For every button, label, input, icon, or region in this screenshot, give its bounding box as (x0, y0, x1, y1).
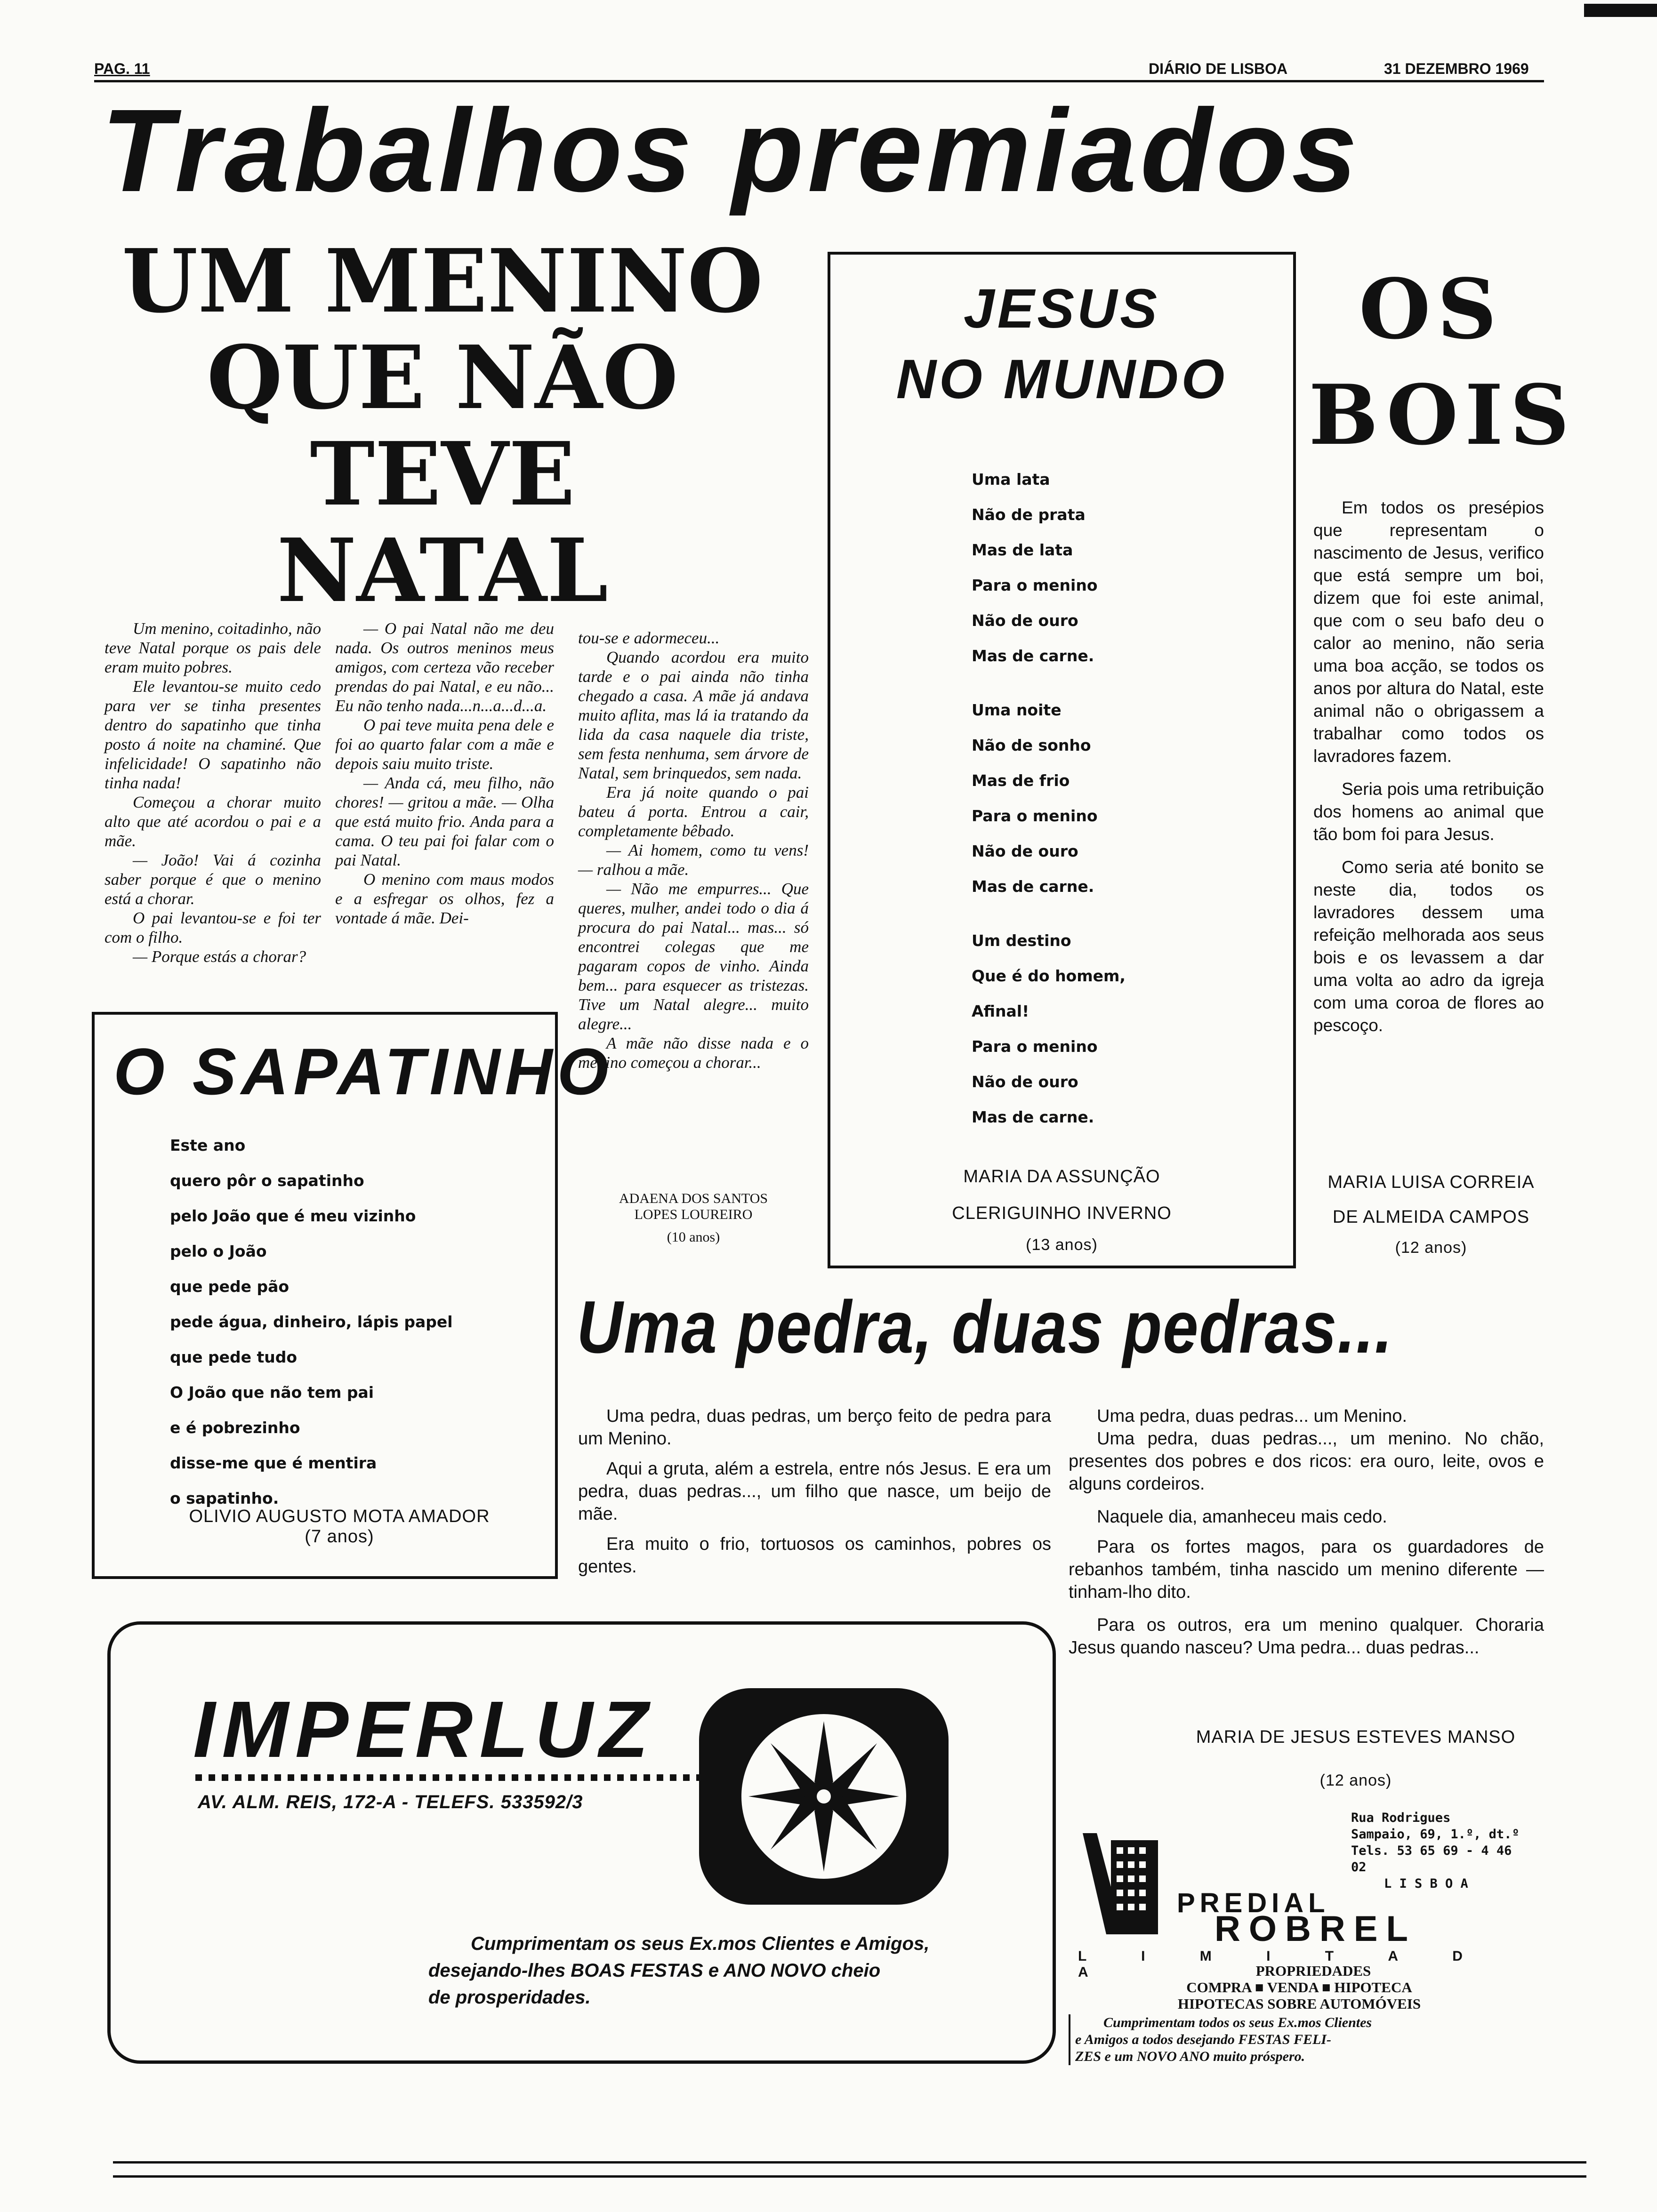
services-line: PROPRIEDADES (1255, 1963, 1371, 1979)
predial-services (1087, 1963, 1511, 2012)
menino-title-line: UM MENINO (121, 230, 764, 332)
paragraph: Como seria até bonito se neste dia, todos os lavradores dessem uma refeição melhorada aos seus bois e os levassem a dar uma volta ao adro da igreja com uma coroa de flores ao pescoço. (1313, 858, 1544, 1035)
paragraph: — Ai homem, como tu vens! — ralhou a mãe. (578, 841, 809, 879)
poem-line: Mas de carne. (972, 877, 1094, 896)
imperluz-brand: IMPERLUZ (193, 1685, 655, 1774)
issue-date: 31 DEZEMBRO 1969 (1384, 60, 1529, 77)
paragraph: tou-se e adormeceu... (578, 629, 720, 647)
paragraph: O pai teve muita pena dele e foi ao quarto falar com a mãe e depois saiu muito triste. (335, 716, 554, 773)
poem-line: Afinal! (972, 1002, 1030, 1020)
menino-title-line: QUE NÃO TEVE (207, 326, 678, 525)
poem-line: pelo João que é meu vizinho (170, 1207, 416, 1225)
corner-bar (1584, 4, 1657, 17)
predial-ad (1069, 1807, 1520, 2071)
poem-line: Para o menino (972, 576, 1098, 594)
paragraph: — João! Vai á cozinha saber porque é que o menino está a chorar. (105, 851, 321, 908)
paragraph: Seria pois uma retribuição dos homens ao animal que tão bom foi para Jesus. (1313, 779, 1544, 844)
poem-line: Para o menino (972, 1037, 1098, 1056)
menino-title-line: NATAL (277, 519, 608, 622)
poem-line: Não de ouro (972, 611, 1078, 630)
author-line: MARIA LUISA CORREIA (1327, 1172, 1535, 1192)
jesus-age: (13 anos) (1026, 1236, 1098, 1254)
author-age: (10 anos) (667, 1229, 720, 1245)
imperluz-message (428, 1931, 929, 2011)
poem-line: Não de sonho (972, 736, 1091, 754)
page-number: PAG. 11 (94, 60, 150, 77)
jesus-title-line: NO MUNDO (896, 348, 1228, 410)
predial-message (1069, 2014, 1466, 2065)
poem-line: Um destino (972, 931, 1071, 950)
author-line: OLIVIO AUGUSTO MOTA AMADOR (189, 1507, 490, 1526)
poem-line: quero pôr o sapatinho (170, 1171, 364, 1190)
imperluz-ad (107, 1621, 1056, 2064)
paragraph: O menino com maus modos e a esfregar os olhos, fez a vontade á mãe. Dei- (335, 870, 554, 927)
message-line: desejando-lhes BOAS FESTAS e ANO NOVO cheio (428, 1960, 881, 1981)
bottom-rule (113, 2175, 1586, 2178)
jesus-author (830, 1158, 1293, 1232)
newspaper-name: DIÁRIO DE LISBOA (1149, 60, 1288, 77)
star-emblem-icon (699, 1688, 949, 1905)
jesus-title-line: JESUS (964, 278, 1160, 340)
poem-line: pelo o João (170, 1242, 267, 1260)
poem-line: disse-me que é mentira (170, 1454, 377, 1472)
poem-line: O João que não tem pai (170, 1383, 374, 1402)
message-line: e Amigos a todos desejando FESTAS FELI- (1075, 2032, 1331, 2047)
address-line: Tels. 53 65 69 - 4 46 02 (1351, 1843, 1512, 1875)
poem-line: Não de ouro (972, 842, 1078, 860)
stanza-gap (972, 673, 1126, 692)
predial-brand-main: ROBREL (1215, 1909, 1416, 1949)
bois-title-line: BOIS (1309, 367, 1576, 464)
poem-line: que pede tudo (170, 1348, 298, 1366)
pedras-column-1 (578, 1405, 1051, 1578)
poem-line: Que é do homem, (972, 967, 1126, 985)
pedras-title: Uma pedra, duas pedras... (577, 1286, 1393, 1369)
main-title: Trabalhos premiados (101, 85, 1361, 216)
poem-line: Não de ouro (972, 1073, 1078, 1091)
poem-line: o sapatinho. (170, 1489, 279, 1507)
imperluz-address: AV. ALM. REIS, 172-A - TELEFS. 533592/3 (198, 1792, 583, 1812)
paragraph: Em todos os presépios que representam o nascimento de Jesus, verifico que está sempre um boi, dizem que foi este animal, que com o seu bafo deu o calor ao menino, não seria uma boa acção, se todos os anos por altura do Natal, este animal não o obrigassem a trabalhar como todos os lavradores fazem. (1313, 498, 1544, 766)
poem-line: e é pobrezinho (170, 1419, 300, 1437)
poem-line: pede água, dinheiro, lápis papel (170, 1313, 453, 1331)
paragraph: Para os outros, era um menino qualquer. Choraria Jesus quando nasceu? Uma pedra... duas pedras... (1069, 1615, 1544, 1658)
poem-line: Este ano (170, 1136, 246, 1154)
address-line: Rua Rodrigues (1351, 1811, 1451, 1825)
menino-author (578, 1191, 809, 1245)
bois-author (1299, 1165, 1563, 1261)
author-age: (12 anos) (1319, 1771, 1392, 1789)
predial-address (1351, 1810, 1520, 1892)
author-line: LOPES LOUREIRO (634, 1207, 753, 1222)
poem-line: Não de prata (972, 505, 1086, 524)
poem-line: Mas de carne. (972, 1108, 1094, 1126)
sapatinho-poem (170, 1128, 490, 1547)
paragraph: Começou a chorar muito alto que até acordou o pai e a mãe. (105, 793, 321, 850)
menino-column-2 (335, 619, 554, 928)
header-rule (94, 80, 1544, 82)
poem-line: Uma lata (972, 470, 1050, 489)
bottom-rule (113, 2161, 1586, 2164)
paragraph: Um menino, coitadinho, não teve Natal porque os pais dele eram muito pobres. (105, 619, 321, 676)
poem-line: Mas de carne. (972, 647, 1094, 665)
services-line: COMPRA ■ VENDA ■ HIPOTECA (1186, 1979, 1412, 1996)
menino-column-1 (105, 619, 321, 966)
paragraph: Uma pedra, duas pedras, um berço feito de pedra para um Menino. (578, 1406, 1051, 1449)
poem-line: Mas de frio (972, 771, 1070, 790)
sapatinho-title: O SAPATINHO (113, 1034, 613, 1108)
sapatinho-author (151, 1507, 528, 1547)
paragraph: Era já noite quando o pai bateu á porta. Entrou a cair, completamente bêbado. (578, 783, 809, 840)
jesus-box (828, 252, 1296, 1268)
paragraph: Uma pedra, duas pedras..., um menino. No chão, presentes dos pobres e dos ricos: era ouro, leite, ovos e alguns cordeiros. (1069, 1429, 1544, 1494)
jesus-poem (972, 462, 1126, 1135)
author-line: CLERIGUINHO INVERNO (952, 1203, 1172, 1223)
paragraph: — O pai Natal não me deu nada. Os outros meninos meus amigos, com certeza vão receber prendas do pai Natal, e eu não... Eu não tenho nada...n...a...d...a. (335, 619, 554, 715)
predial-brand-sub: L I M I T A D A (1078, 1948, 1488, 1980)
stanza-gap (972, 904, 1126, 923)
paragraph: Era muito o frio, tortuosos os caminhos, pobres os gentes. (578, 1534, 1051, 1577)
message-line: Cumprimentam os seus Ex.mos Clientes e Amigos, (471, 1933, 930, 1954)
paragraph: Ele levantou-se muito cedo para ver se tinha presentes dentro do sapatinho que tinha posto á noite na chaminé. Que infelicidade! O sapatinho não tinha nada! (105, 677, 321, 792)
poem-line: Uma noite (972, 701, 1062, 719)
sapatinho-box (92, 1012, 613, 1579)
paragraph: Naquele dia, amanheceu mais cedo. (1097, 1507, 1387, 1527)
message-line: ZES e um NOVO ANO muito próspero. (1075, 2049, 1305, 2064)
author-age: (12 anos) (1395, 1239, 1467, 1257)
bois-text (1313, 497, 1544, 1047)
address-line: Sampaio, 69, 1.º, dt.º (1351, 1827, 1520, 1842)
paragraph: Quando acordou era muito tarde e o pai ainda não tinha chegado a casa. A mãe já andava muito aflita, mas lá ia tratando da lida da casa naquele dia triste, sem festa nenhuma, sem árvore de Natal, sem brinquedos, sem nada. (578, 648, 809, 782)
bois-title (1309, 256, 1576, 468)
paragraph: Uma pedra, duas pedras... um Menino. (1097, 1406, 1408, 1426)
paragraph: O pai levantou-se e foi ter com o filho. (105, 909, 321, 946)
author-line: DE ALMEIDA CAMPOS (1332, 1207, 1530, 1227)
poem-line: que pede pão (170, 1277, 290, 1296)
predial-building-icon (1078, 1828, 1167, 1937)
author-age: (7 anos) (305, 1527, 374, 1547)
pedras-column-2 (1069, 1405, 1544, 1659)
message-line: de prosperidades. (428, 1987, 591, 2008)
address-line: L I S B O A (1384, 1876, 1468, 1891)
bois-title-line: OS (1359, 261, 1504, 358)
imperluz-logo (699, 1688, 949, 1905)
paragraph: — Porque estás a chorar? (133, 947, 306, 966)
paragraph: — Anda cá, meu filho, não chores! — gritou a mãe. — Olha que está muito frio. Anda para a cama. O teu pai foi falar com o pai Natal. (335, 774, 554, 869)
paragraph: Para os fortes magos, para os guardadores de rebanhos também, tinha nascido um menino diferente — tinham-lho dito. (1069, 1537, 1544, 1602)
pedras-author (1163, 1715, 1549, 1802)
menino-column-3 (578, 628, 809, 1072)
jesus-title (830, 273, 1293, 415)
author-line: ADAENA DOS SANTOS (619, 1191, 768, 1206)
author-line: MARIA DE JESUS ESTEVES MANSO (1196, 1727, 1516, 1747)
poem-line: Mas de lata (972, 541, 1073, 559)
message-line: Cumprimentam todos os seus Ex.mos Clientes (1103, 2015, 1372, 2030)
services-line: HIPOTECAS SOBRE AUTOMÓVEIS (1177, 1996, 1421, 2012)
paragraph: A mãe não disse nada e o menino começou a chorar... (578, 1034, 809, 1072)
imperluz-wave (195, 1774, 746, 1781)
author-line: MARIA DA ASSUNÇÃO (963, 1167, 1160, 1186)
paragraph: — Não me empurres... Que queres, mulher, andei todo o dia á procura do pai Natal... mas... só encontrei colegas que me pagaram copos de vinho. Ainda bem... para esquecer as tristezas. Tive um Natal alegre... muito alegre... (578, 880, 809, 1033)
paragraph: Aqui a gruta, além a estrela, entre nós Jesus. E era um pedra, duas pedras..., um filho que nasce, um beijo de mãe. (578, 1459, 1051, 1524)
predial-brand-top: PREDIAL (1177, 1888, 1330, 1918)
menino-title (104, 230, 781, 622)
poem-line: Para o menino (972, 807, 1098, 825)
